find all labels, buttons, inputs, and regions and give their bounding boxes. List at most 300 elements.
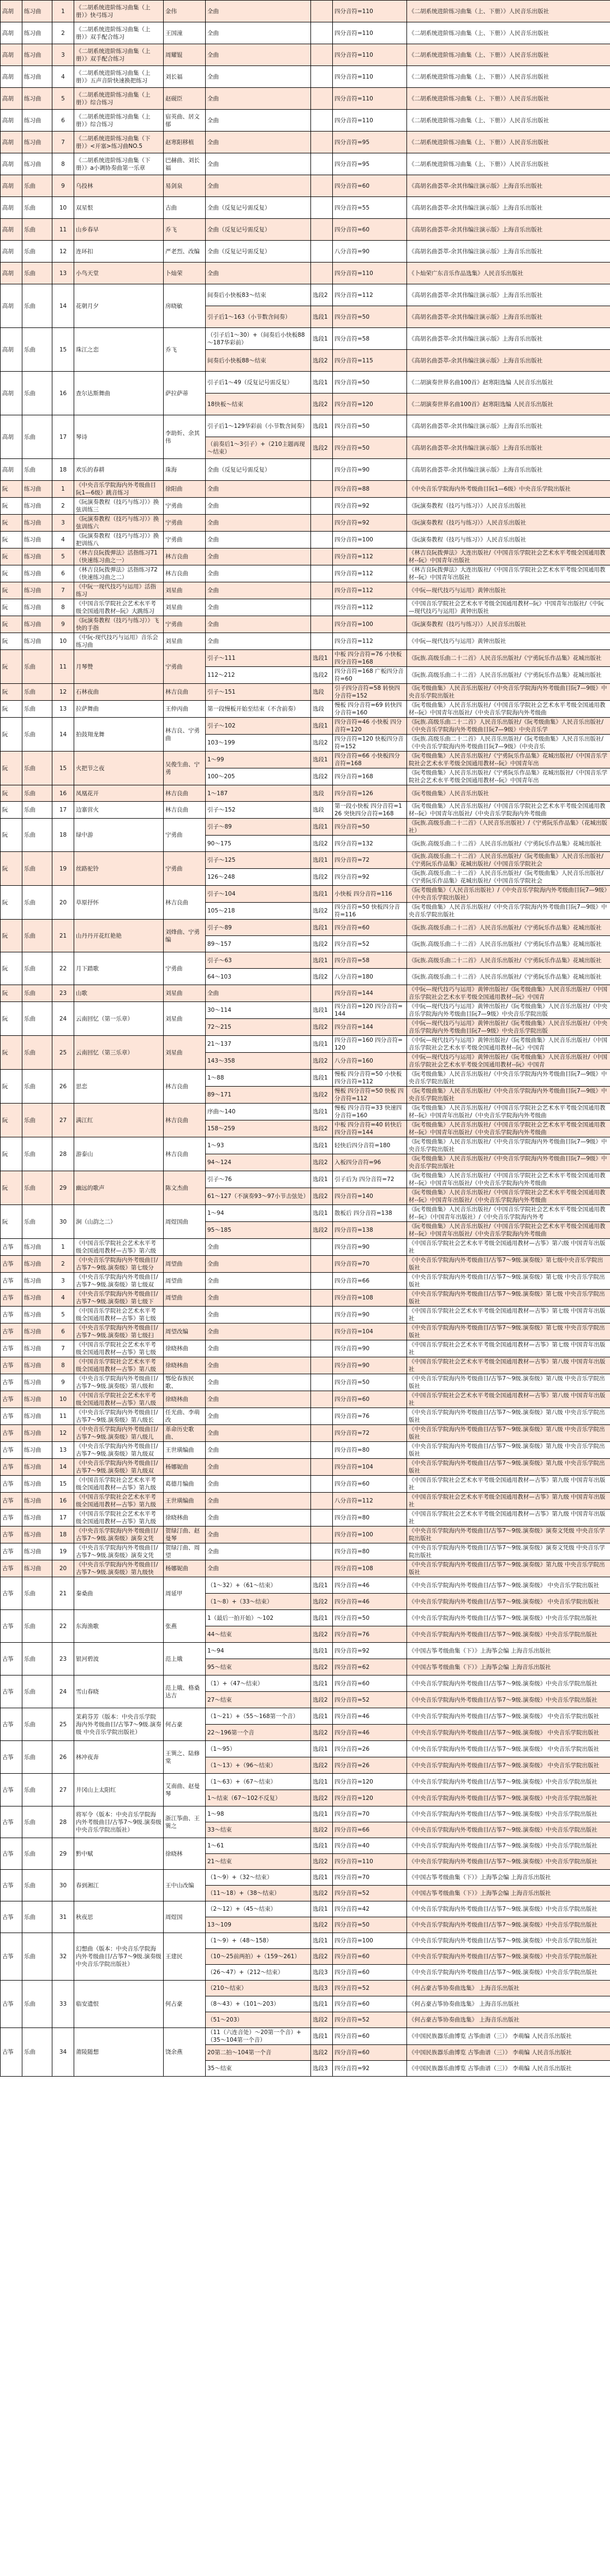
cell-title: 将军令（版本：中央音乐学院海内外考级曲目/古筝7～9级.演奏级 中央音乐学院出版社） — [74, 1806, 164, 1838]
cell-tempo: 四分音符=90 — [333, 459, 407, 481]
cell-instrument: 古筝 — [1, 1476, 22, 1493]
cell-instrument: 阮 — [1, 1137, 22, 1171]
cell-tempo: 四分音符=100 — [333, 1933, 407, 1949]
cell-tempo: 四分音符=100 — [333, 532, 407, 548]
cell-part: 选段2 — [311, 284, 333, 306]
cell-composer: 刘星曲 — [164, 1036, 206, 1070]
cell-title: 《中阮一现代技巧与运用》活指练习 — [74, 582, 164, 599]
cell-tempo: 四分音符=110 — [333, 44, 407, 66]
cell-instrument: 阮 — [1, 985, 22, 1002]
cell-section: 全曲 — [206, 1357, 311, 1374]
cell-composer: 饶余燕 — [164, 2028, 206, 2077]
cell-source: 《中央音乐学院海内外考级曲目/古筝7～9级.演奏级》中央音乐学院出版社 — [407, 1790, 610, 1806]
cell-category: 练习曲 — [22, 565, 52, 582]
cell-part: 选段2 — [311, 936, 333, 952]
cell-part — [311, 88, 333, 110]
cell-title: 《中央音乐学院海内外考级曲目/古筝7～9级.演奏级》第七级双 — [74, 1273, 164, 1290]
table-row — [1, 1708, 610, 1725]
cell-tempo: 四分音符=66 小快板四分音符=168 — [333, 752, 407, 768]
cell-category: 练习曲 — [22, 1459, 52, 1476]
cell-source: 《中央音乐学院海内外考级曲目/古筝7～9级.演奏级》 中央音乐学院出版社 — [407, 1757, 610, 1774]
cell-no: 19 — [52, 852, 74, 886]
cell-title: 山歌 — [74, 985, 164, 1002]
cell-source: 《中央音乐学院海内外考级曲目/古筝7～9级.演奏级》中央音乐学院出版社 — [407, 1610, 610, 1626]
cell-composer: 林吉良曲 — [164, 802, 206, 819]
cell-instrument: 古筝 — [1, 1933, 22, 1981]
cell-tempo: 四分音符=110 — [333, 66, 407, 88]
cell-section: 20第二拍～104第一个音 — [206, 2045, 311, 2061]
cell-composer: 宁勇曲 — [164, 852, 206, 886]
cell-instrument: 高胡 — [1, 241, 22, 263]
cell-no: 29 — [52, 1171, 74, 1205]
cell-composer: 林吉良、宁勇曲 — [164, 718, 206, 752]
cell-tempo: 四分音符=112 — [333, 548, 407, 565]
cell-title: 《中国音乐学院社会艺术水平考级全国通用教材—古筝》第九级 — [74, 1476, 164, 1493]
cell-category: 练习曲 — [22, 1357, 52, 1374]
cell-tempo: 四分音符=46 — [333, 1725, 407, 1741]
cell-part: 选段1 — [311, 415, 333, 437]
cell-tempo: 四分音符=52 — [333, 936, 407, 952]
cell-section: 89～171 — [206, 1087, 311, 1104]
cell-title: 凤凰花开 — [74, 785, 164, 802]
cell-no: 27 — [52, 1104, 74, 1137]
cell-source: 《何占豪古筝协奏曲选集》 上海音乐出版社 — [407, 1996, 610, 2012]
table-row — [1, 1323, 610, 1340]
cell-title: 《中央音乐学院海内外考级曲目/古筝7～9级.演奏级》第八级长 — [74, 1408, 164, 1425]
table-row — [1, 1070, 610, 1087]
table-row — [1, 1002, 610, 1019]
cell-part: 选段2 — [311, 1087, 333, 1104]
cell-section: 引子～63 — [206, 952, 311, 969]
cell-title: 东海渔歌 — [74, 1610, 164, 1643]
cell-instrument: 阮 — [1, 548, 22, 565]
cell-part: 选段2 — [311, 1594, 333, 1610]
table-row — [1, 701, 610, 718]
cell-tempo: 四分音符=110 — [333, 88, 407, 110]
cell-no: 9 — [52, 175, 74, 197]
table-row — [1, 1838, 610, 1854]
cell-title: 茉莉芬芳（版本：中央音乐学院海内外考级曲目/古筝7～9级.演奏级 中央音乐学院出版社） — [74, 1708, 164, 1741]
cell-section: 引子后1～49（反复记号需反复） — [206, 372, 311, 393]
cell-title: 《阮演奏教程（技巧与练习）》飞快的手指 — [74, 616, 164, 633]
cell-category: 乐曲 — [22, 459, 52, 481]
cell-part — [311, 1560, 333, 1577]
cell-section: 90～175 — [206, 836, 311, 852]
cell-part — [311, 1459, 333, 1476]
cell-title: 《林吉良阮拨弹法》活指练习72（快速练习曲之二） — [74, 565, 164, 582]
cell-part: 选段2 — [311, 1886, 333, 1901]
table-row — [1, 1675, 610, 1692]
cell-composer: 周望曲 — [164, 1290, 206, 1307]
cell-part — [311, 985, 333, 1002]
cell-composer: 刘星曲 — [164, 1002, 206, 1036]
cell-source: 《阮族.高级乐曲二十二首》人民音乐出版社/《宁勇阮乐作品集》花城出版社 — [407, 969, 610, 985]
cell-tempo: 慢板 四分音符=69 转快四分音符=160 — [333, 701, 407, 718]
cell-no: 17 — [52, 1510, 74, 1526]
cell-source: 《阮演奏教程（技巧与练习）》人民音乐出版社 — [407, 616, 610, 633]
cell-part: 选段2 — [311, 768, 333, 785]
cell-source: 《阮考级曲集》人民音乐出版社/《宁勇阮乐作品集》花城出版社/《中国音乐学院社会艺术水平考级全国通用教材--阮》中国青年出 — [407, 752, 610, 768]
cell-section: 全曲（反复记号需反复） — [206, 241, 311, 263]
cell-category: 乐曲 — [22, 1643, 52, 1675]
table-row — [1, 1610, 610, 1626]
cell-instrument: 古筝 — [1, 1425, 22, 1442]
cell-section: 引子～111 — [206, 650, 311, 667]
cell-source: 《中国音乐学院社会艺术水平考级全国通用教材—古筝》第六级 中国青年出版社 — [407, 1239, 610, 1256]
cell-part — [311, 219, 333, 241]
cell-no: 18 — [52, 819, 74, 852]
cell-no: 2 — [52, 498, 74, 515]
cell-instrument: 高胡 — [1, 284, 22, 328]
cell-no: 7 — [52, 582, 74, 599]
cell-part: 选段1 — [311, 1171, 333, 1188]
cell-tempo: 四分音符=50 — [333, 372, 407, 393]
cell-tempo: 四分音符=108 — [333, 1560, 407, 1577]
cell-section: 95～185 — [206, 1222, 311, 1239]
cell-instrument: 阮 — [1, 582, 22, 599]
cell-part: 选段1 — [311, 819, 333, 836]
cell-source: 《中阮—现代技巧与运用》黄钟出版社/《阮考级曲集》人民音乐出版社/《中央音乐学院海内外考级曲目阮7—9级》中央音乐学院出版 — [407, 1019, 610, 1036]
cell-section: 35～结束 — [206, 2061, 311, 2077]
cell-tempo: 四分音符=50 — [333, 1917, 407, 1933]
cell-source: 《中央音乐学院海内外考级曲目/古筝7～9级.演奏级》中央音乐学院出版社 — [407, 1692, 610, 1708]
table-row — [1, 1493, 610, 1510]
cell-section: 引子～89 — [206, 819, 311, 836]
cell-tempo: 第一段小快板 四分音符=126 突快四分音符=168 — [333, 802, 407, 819]
cell-source: 《阮考级曲集》人民音乐出版社/《中国音乐学院社会艺术水平考级全国通用教材--阮》中国青年出版社/《中央音乐学院海内外考级曲 — [407, 1171, 610, 1188]
cell-part: 选段2 — [311, 969, 333, 985]
cell-source: 《中央音乐学院海内外考级曲目/古筝7～9级.演奏级》第七级 中央音乐学院出版社 — [407, 1273, 610, 1290]
cell-category: 练习曲 — [22, 1442, 52, 1459]
cell-section: 全曲（反复记号需反复） — [206, 219, 311, 241]
cell-title: 《中央音乐学院海内外考级曲目/古筝7～9级.演奏级》第八级和 — [74, 1374, 164, 1391]
cell-category: 练习曲 — [22, 1340, 52, 1357]
cell-source: 《中国古筝考级曲集（下）》上海筝会编 上海音乐出版社 — [407, 1870, 610, 1886]
cell-tempo: 八分音符=180 — [333, 969, 407, 985]
cell-source: 《何占豪古筝协奏曲选集》 上海音乐出版社 — [407, 2012, 610, 2028]
cell-instrument: 古筝 — [1, 1357, 22, 1374]
cell-part: 选段2 — [311, 1659, 333, 1675]
cell-source: 《阮考级曲集》人民音乐出版社/《中央音乐学院海内外考级曲目阮7—9级》中央音乐学院出版社 — [407, 684, 610, 701]
cell-part: 选段2 — [311, 1854, 333, 1870]
cell-section: 95～结束 — [206, 1659, 311, 1675]
cell-section: 全曲 — [206, 1374, 311, 1391]
cell-instrument: 高胡 — [1, 328, 22, 372]
cell-part: 选段1 — [311, 1205, 333, 1222]
cell-section: 全曲 — [206, 132, 311, 153]
cell-instrument: 阮 — [1, 684, 22, 701]
cell-category: 乐曲 — [22, 819, 52, 852]
cell-source: 《中央音乐学院海内外考级曲目/古筝7～9级.演奏级》中央音乐学院出版社 — [407, 1933, 610, 1949]
cell-part: 选段2 — [311, 350, 333, 372]
cell-section: （210～结束） — [206, 1981, 311, 1996]
cell-title: 《阮演奏教程（技巧与练习）》换把训练八 — [74, 532, 164, 548]
cell-category: 乐曲 — [22, 372, 52, 415]
cell-no: 16 — [52, 785, 74, 802]
cell-section: 全曲 — [206, 515, 311, 532]
cell-title: 《林吉良阮拨弹法》活指练习71（快速练习曲之一） — [74, 548, 164, 565]
table-row — [1, 459, 610, 481]
cell-part: 选段1 — [311, 372, 333, 393]
cell-category: 练习曲 — [22, 1493, 52, 1510]
cell-composer: 乔飞 — [164, 219, 206, 241]
table-row — [1, 1870, 610, 1886]
cell-tempo: 四分音符=92 — [333, 498, 407, 515]
cell-title: 《中国音乐学院社会艺术水平考级全国通用教材—古筝》第七级 — [74, 1307, 164, 1323]
cell-source: 《阮考级曲集》人民音乐出版社/《中国音乐学院社会艺术水平考级全国通用教材--阮》中国青年出版社/《中央音乐学院海内外考级曲 — [407, 701, 610, 718]
cell-composer: 周望曲 — [164, 1273, 206, 1290]
cell-part: 选段2 — [311, 393, 333, 415]
cell-part: 选段2 — [311, 735, 333, 752]
cell-composer: 张燕 — [164, 1610, 206, 1643]
cell-category: 练习曲 — [22, 481, 52, 498]
cell-part — [311, 1323, 333, 1340]
cell-composer: 刘长福 — [164, 66, 206, 88]
cell-composer: 宁勇曲 — [164, 498, 206, 515]
cell-section: 全曲 — [206, 1391, 311, 1408]
cell-tempo: 四分音符=112 — [333, 565, 407, 582]
table-row — [1, 153, 610, 175]
cell-part: 选段1 — [311, 1741, 333, 1757]
cell-source: 《中央音乐学院海内外考级曲目阮1—6级》中央音乐学院出版社 — [407, 481, 610, 498]
cell-part — [311, 481, 333, 498]
cell-tempo: 四分音符=110 — [333, 110, 407, 132]
cell-tempo: 四分音符=110 — [333, 1854, 407, 1870]
cell-tempo: 四分音符=50 — [333, 1374, 407, 1391]
cell-tempo: 四分音符=80 — [333, 1543, 407, 1560]
cell-source: 《二胡系统进阶练习曲集（上、下册）》人民音乐出版社 — [407, 110, 610, 132]
cell-composer: 周望曲 — [164, 1256, 206, 1273]
cell-section: （1）+（47～结束） — [206, 1675, 311, 1692]
cell-composer: 易剑泉 — [164, 175, 206, 197]
cell-no: 1 — [52, 1, 74, 22]
cell-tempo: 四分音符=92 — [333, 1643, 407, 1659]
cell-section: （1～32）+（61～结束） — [206, 1577, 311, 1594]
cell-tempo: 四分音符=90 — [333, 1357, 407, 1374]
cell-section: 引子～102 — [206, 718, 311, 735]
cell-composer: 王建民 — [164, 1933, 206, 1981]
cell-tempo: 四分音符=112 — [333, 633, 407, 650]
cell-section: 全曲 — [206, 1323, 311, 1340]
cell-instrument: 高胡 — [1, 1, 22, 22]
cell-category: 乐曲 — [22, 1137, 52, 1171]
cell-part: 选段2 — [311, 437, 333, 459]
cell-tempo: 四分音符=60 — [333, 1996, 407, 2012]
cell-tempo: 四分音符=66 — [333, 1822, 407, 1838]
cell-category: 乐曲 — [22, 1981, 52, 2028]
cell-instrument: 高胡 — [1, 263, 22, 284]
cell-composer: 宁勇曲 — [164, 819, 206, 852]
table-row — [1, 1036, 610, 1053]
cell-category: 练习曲 — [22, 1273, 52, 1290]
cell-composer: 宁勇曲 — [164, 616, 206, 633]
cell-title: 《中央音乐学院海内外考级曲目/古筝7～9级.演奏级》第七级下 — [74, 1290, 164, 1307]
cell-source: 《阮考级曲集》人民音乐出版社/《中国音乐学院社会艺术水平考级全国通用教材--阮》中国青年出版社/《中央音乐学院海内外考级曲 — [407, 1104, 610, 1120]
cell-composer: 宁勇曲 — [164, 650, 206, 684]
cell-instrument: 阮 — [1, 515, 22, 532]
table-row — [1, 1933, 610, 1949]
cell-source: 《二胡演奏世界名曲100首》赵寒阳选编 人民音乐出版社 — [407, 372, 610, 393]
cell-no: 13 — [52, 263, 74, 284]
table-row — [1, 599, 610, 616]
cell-source: 《中央音乐学院海内外考级曲目/古筝7～9级.演奏级》第七级 中央音乐学院出版社 — [407, 1290, 610, 1307]
cell-part: 选段1 — [311, 1036, 333, 1053]
cell-title: 《二胡系统进阶练习曲集（上册）》五声音阶快速换把练习 — [74, 66, 164, 88]
cell-source: 《二胡系统进阶练习曲集（上、下册）》人民音乐出版社 — [407, 153, 610, 175]
table-row — [1, 1357, 610, 1374]
cell-part — [311, 498, 333, 515]
cell-tempo: 四分音符=110 — [333, 263, 407, 284]
cell-source: 《中国音乐学院社会艺术水平考级全国通用教材—古筝》第八级 中国青年出版社 — [407, 1357, 610, 1374]
cell-composer — [164, 1307, 206, 1323]
cell-section: 全曲 — [206, 1560, 311, 1577]
cell-instrument: 高胡 — [1, 22, 22, 44]
cell-part: 选段2 — [311, 1949, 333, 1965]
cell-source: 《中央音乐学院海内外考级曲目/古筝7～9级.演奏级》第八级 中央音乐学院出版社 — [407, 1425, 610, 1442]
cell-composer: 周延甲 — [164, 1577, 206, 1610]
cell-section: 全曲 — [206, 1442, 311, 1459]
table-row — [1, 532, 610, 548]
cell-tempo: 四分音符=168 — [333, 768, 407, 785]
cell-part — [311, 1526, 333, 1543]
cell-composer: 林吉良曲 — [164, 886, 206, 920]
cell-instrument: 古筝 — [1, 1610, 22, 1643]
cell-no: 15 — [52, 1476, 74, 1493]
cell-category: 乐曲 — [22, 1870, 52, 1901]
cell-tempo: 四分音符=92 — [333, 869, 407, 886]
cell-part: 选段2 — [311, 1222, 333, 1239]
cell-part: 选段1 — [311, 752, 333, 768]
cell-composer: 林吉良曲 — [164, 1104, 206, 1137]
cell-source: 《何占豪古筝协奏曲选集》 上海音乐出版社 — [407, 1981, 610, 1996]
cell-title: 临安遗恨 — [74, 1981, 164, 2028]
cell-composer: 巴赫曲、刘长福 — [164, 153, 206, 175]
table-row — [1, 1171, 610, 1188]
cell-tempo: 四分音符=66 — [333, 1273, 407, 1290]
cell-tempo: 四分音符=100 — [333, 1526, 407, 1543]
cell-no: 21 — [52, 1577, 74, 1610]
cell-tempo: 四分音符=92 — [333, 515, 407, 532]
cell-category: 练习曲 — [22, 1323, 52, 1340]
cell-instrument: 阮 — [1, 532, 22, 548]
cell-instrument: 阮 — [1, 718, 22, 752]
cell-composer: 李助炘、余其伟 — [164, 415, 206, 459]
cell-source: 《高胡名曲荟萃-余其伟编注演示版》上海音乐出版社 — [407, 437, 610, 459]
cell-title: 《中央音乐学院海内外考级曲目/古筝7～9级.演奏级》第七级分 — [74, 1256, 164, 1273]
cell-composer: 林吉良曲 — [164, 1137, 206, 1171]
cell-title: 《中央音乐学院海内外考级曲目/古筝7～9级.演奏级》第七级扫 — [74, 1323, 164, 1340]
cell-instrument: 古筝 — [1, 1560, 22, 1577]
cell-section: 全曲 — [206, 532, 311, 548]
table-row — [1, 1104, 610, 1120]
cell-instrument: 古筝 — [1, 1442, 22, 1459]
cell-composer: 葛德月编曲 — [164, 1476, 206, 1493]
cell-category: 乐曲 — [22, 920, 52, 952]
cell-source: 《阮族.高级乐曲二十二首》（人民音乐出版社）/《宁勇阮乐作品集》（花城出版社） — [407, 819, 610, 836]
cell-tempo: 四分音符=110 — [333, 1, 407, 22]
cell-composer: 浙江筝曲、王巽之 — [164, 1806, 206, 1838]
cell-part: 选段 — [311, 684, 333, 701]
cell-composer: 宿英曲、居文郁 — [164, 110, 206, 132]
cell-part: 选段1 — [311, 1104, 333, 1120]
cell-instrument: 古筝 — [1, 1643, 22, 1675]
cell-composer: 周望改编 — [164, 1323, 206, 1340]
cell-part: 选段1 — [311, 920, 333, 936]
table-row — [1, 1273, 610, 1290]
cell-category: 练习曲 — [22, 582, 52, 599]
cell-category: 乐曲 — [22, 415, 52, 459]
cell-source: 《二胡演奏世界名曲100首》赵寒阳选编 人民音乐出版社 — [407, 393, 610, 415]
cell-instrument: 古筝 — [1, 1323, 22, 1340]
cell-source: 《高胡名曲荟萃-余其伟编注演示版》上海音乐出版社 — [407, 175, 610, 197]
cell-composer: 林吉良曲 — [164, 785, 206, 802]
cell-no: 23 — [52, 1643, 74, 1675]
table-row — [1, 1476, 610, 1493]
cell-tempo: 慢板 四分音符=50 快板 四分音符=112 — [333, 1087, 407, 1104]
cell-tempo: 四分音符=50 — [333, 1610, 407, 1626]
cell-tempo: 四分音符=138 — [333, 1222, 407, 1239]
table-row — [1, 548, 610, 565]
cell-source: 《中央音乐学院海内外考级曲目/古筝7～9级.演奏级》中央音乐学院出版社 — [407, 1854, 610, 1870]
table-row — [1, 66, 610, 88]
cell-no: 5 — [52, 1307, 74, 1323]
cell-category: 练习曲 — [22, 1290, 52, 1307]
cell-section: （1～95） — [206, 1741, 311, 1757]
cell-source: 《中央音乐学院海内外考级曲目/古筝7～9级.演奏级》第九级 中央音乐学院出版社 — [407, 1442, 610, 1459]
cell-source: 《中央音乐学院海内外考级曲目/古筝7～9级.演奏级》演奏文凭级 中央音乐学院出版社 — [407, 1526, 610, 1543]
cell-tempo: 轻快后四分音符=180 — [333, 1137, 407, 1154]
cell-title: 《中央音乐学院海内外考级曲目/古筝7～9级.演奏级》演奏文凭 — [74, 1526, 164, 1543]
cell-part: 选段2 — [311, 903, 333, 920]
cell-instrument: 古筝 — [1, 2028, 22, 2077]
cell-instrument: 高胡 — [1, 372, 22, 415]
cell-section: 间奏后小快板88～结束 — [206, 350, 311, 372]
cell-section: 全曲 — [206, 1543, 311, 1560]
cell-section: （2～12）+（45～结束） — [206, 1901, 311, 1917]
cell-category: 乐曲 — [22, 1838, 52, 1870]
cell-tempo: 四分音符=90 — [333, 1239, 407, 1256]
table-row — [1, 88, 610, 110]
cell-instrument: 古筝 — [1, 1239, 22, 1256]
cell-part: 选段2 — [311, 1626, 333, 1643]
cell-part: 选段2 — [311, 1822, 333, 1838]
cell-instrument: 阮 — [1, 650, 22, 684]
cell-composer: 鄂伦春族民歌、 — [164, 1374, 206, 1391]
table-row — [1, 1307, 610, 1323]
cell-section: 全曲 — [206, 565, 311, 582]
cell-section: 27～结束 — [206, 1692, 311, 1708]
cell-category: 乐曲 — [22, 1901, 52, 1933]
cell-source: 《中阮—现代技巧与运用》黄钟出版社 — [407, 582, 610, 599]
cell-section: 1～98 — [206, 1806, 311, 1822]
cell-no: 14 — [52, 718, 74, 752]
cell-section: 全曲 — [206, 110, 311, 132]
cell-tempo: 四分音符=80 — [333, 1442, 407, 1459]
cell-tempo: 小快板 四分音符=116 — [333, 886, 407, 903]
cell-source: 《中国民族器乐曲博览 古筝曲谱（三）》 李萌编 人民音乐出版社 — [407, 2061, 610, 2077]
cell-section: （引子后1～30）+（间奏后小快板88～187华彩前） — [206, 328, 311, 350]
cell-tempo: 四分音符=120 快板四分音符=152 — [333, 735, 407, 752]
cell-part: 选段1 — [311, 2028, 333, 2045]
cell-composer: 林吉良曲 — [164, 565, 206, 582]
cell-source: 《阮考级曲集》人民音乐出版社/《中国音乐学院社会艺术水平考级全国通用教材--阮》中国青年出版社/《中央音乐学院海内外考级曲 — [407, 1222, 610, 1239]
cell-instrument: 高胡 — [1, 88, 22, 110]
cell-source: 《中央音乐学院海内外考级曲目/古筝7～9级.演奏级》中央音乐学院出版社 — [407, 1675, 610, 1692]
cell-composer: 徐晓林 — [164, 1838, 206, 1870]
table-row — [1, 920, 610, 936]
cell-section: 126～248 — [206, 869, 311, 886]
cell-title: 秋夜思 — [74, 1901, 164, 1933]
